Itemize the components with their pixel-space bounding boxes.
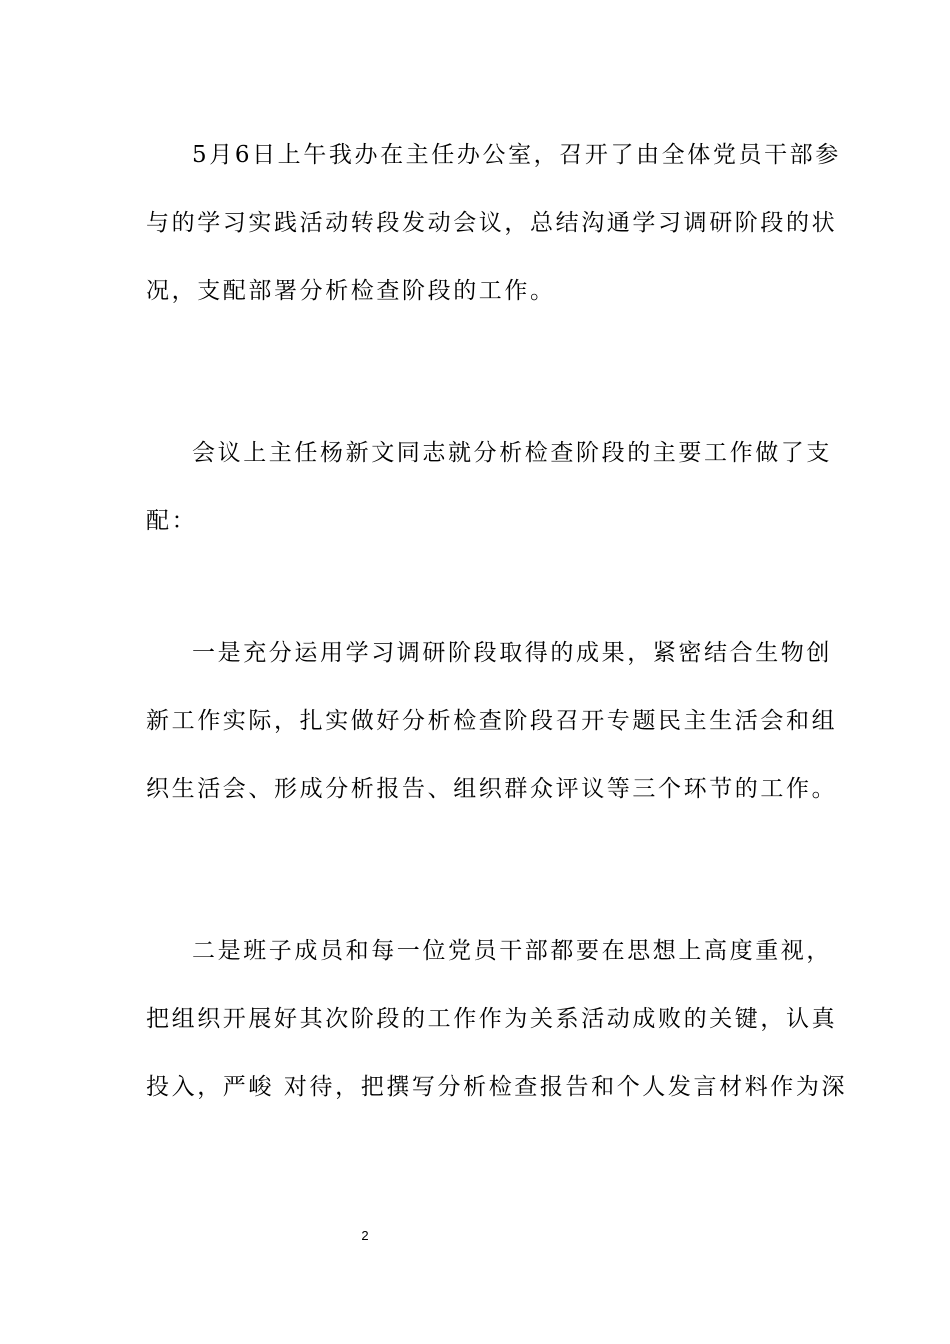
- paragraph-4-line-3: 投入，严峻 对待，把撰写分析检查报告和个人发言材料作为深: [146, 1074, 848, 1100]
- paragraph-3-line-2: 新工作实际，扎实做好分析检查阶段召开专题民主生活会和组: [146, 708, 838, 734]
- paragraph-2-line-1: 会议上主任杨新文同志就分析检查阶段的主要工作做了支: [192, 440, 832, 466]
- paragraph-1-line-1: 5月6日上午我办在主任办公室，召开了由全体党员干部参: [192, 142, 841, 168]
- paragraph-1-line-2: 与的学习实践活动转段发动会议，总结沟通学习调研阶段的状: [146, 210, 838, 236]
- paragraph-2-line-2: 配：: [146, 508, 198, 534]
- paragraph-4-line-2: 把组织开展好其次阶段的工作作为关系活动成败的关键，认真: [146, 1006, 838, 1032]
- paragraph-3-line-3: 织生活会、形成分析报告、组织群众评议等三个环节的工作。: [146, 776, 838, 802]
- page-number: 2: [361, 1228, 369, 1243]
- paragraph-3-line-1: 一是充分运用学习调研阶段取得的成果，紧密结合生物创: [192, 640, 832, 666]
- paragraph-1-line-3: 况，支配部署分析检查阶段的工作。: [146, 278, 556, 304]
- paragraph-4-line-1: 二是班子成员和每一位党员干部都要在思想上高度重视，: [192, 938, 832, 964]
